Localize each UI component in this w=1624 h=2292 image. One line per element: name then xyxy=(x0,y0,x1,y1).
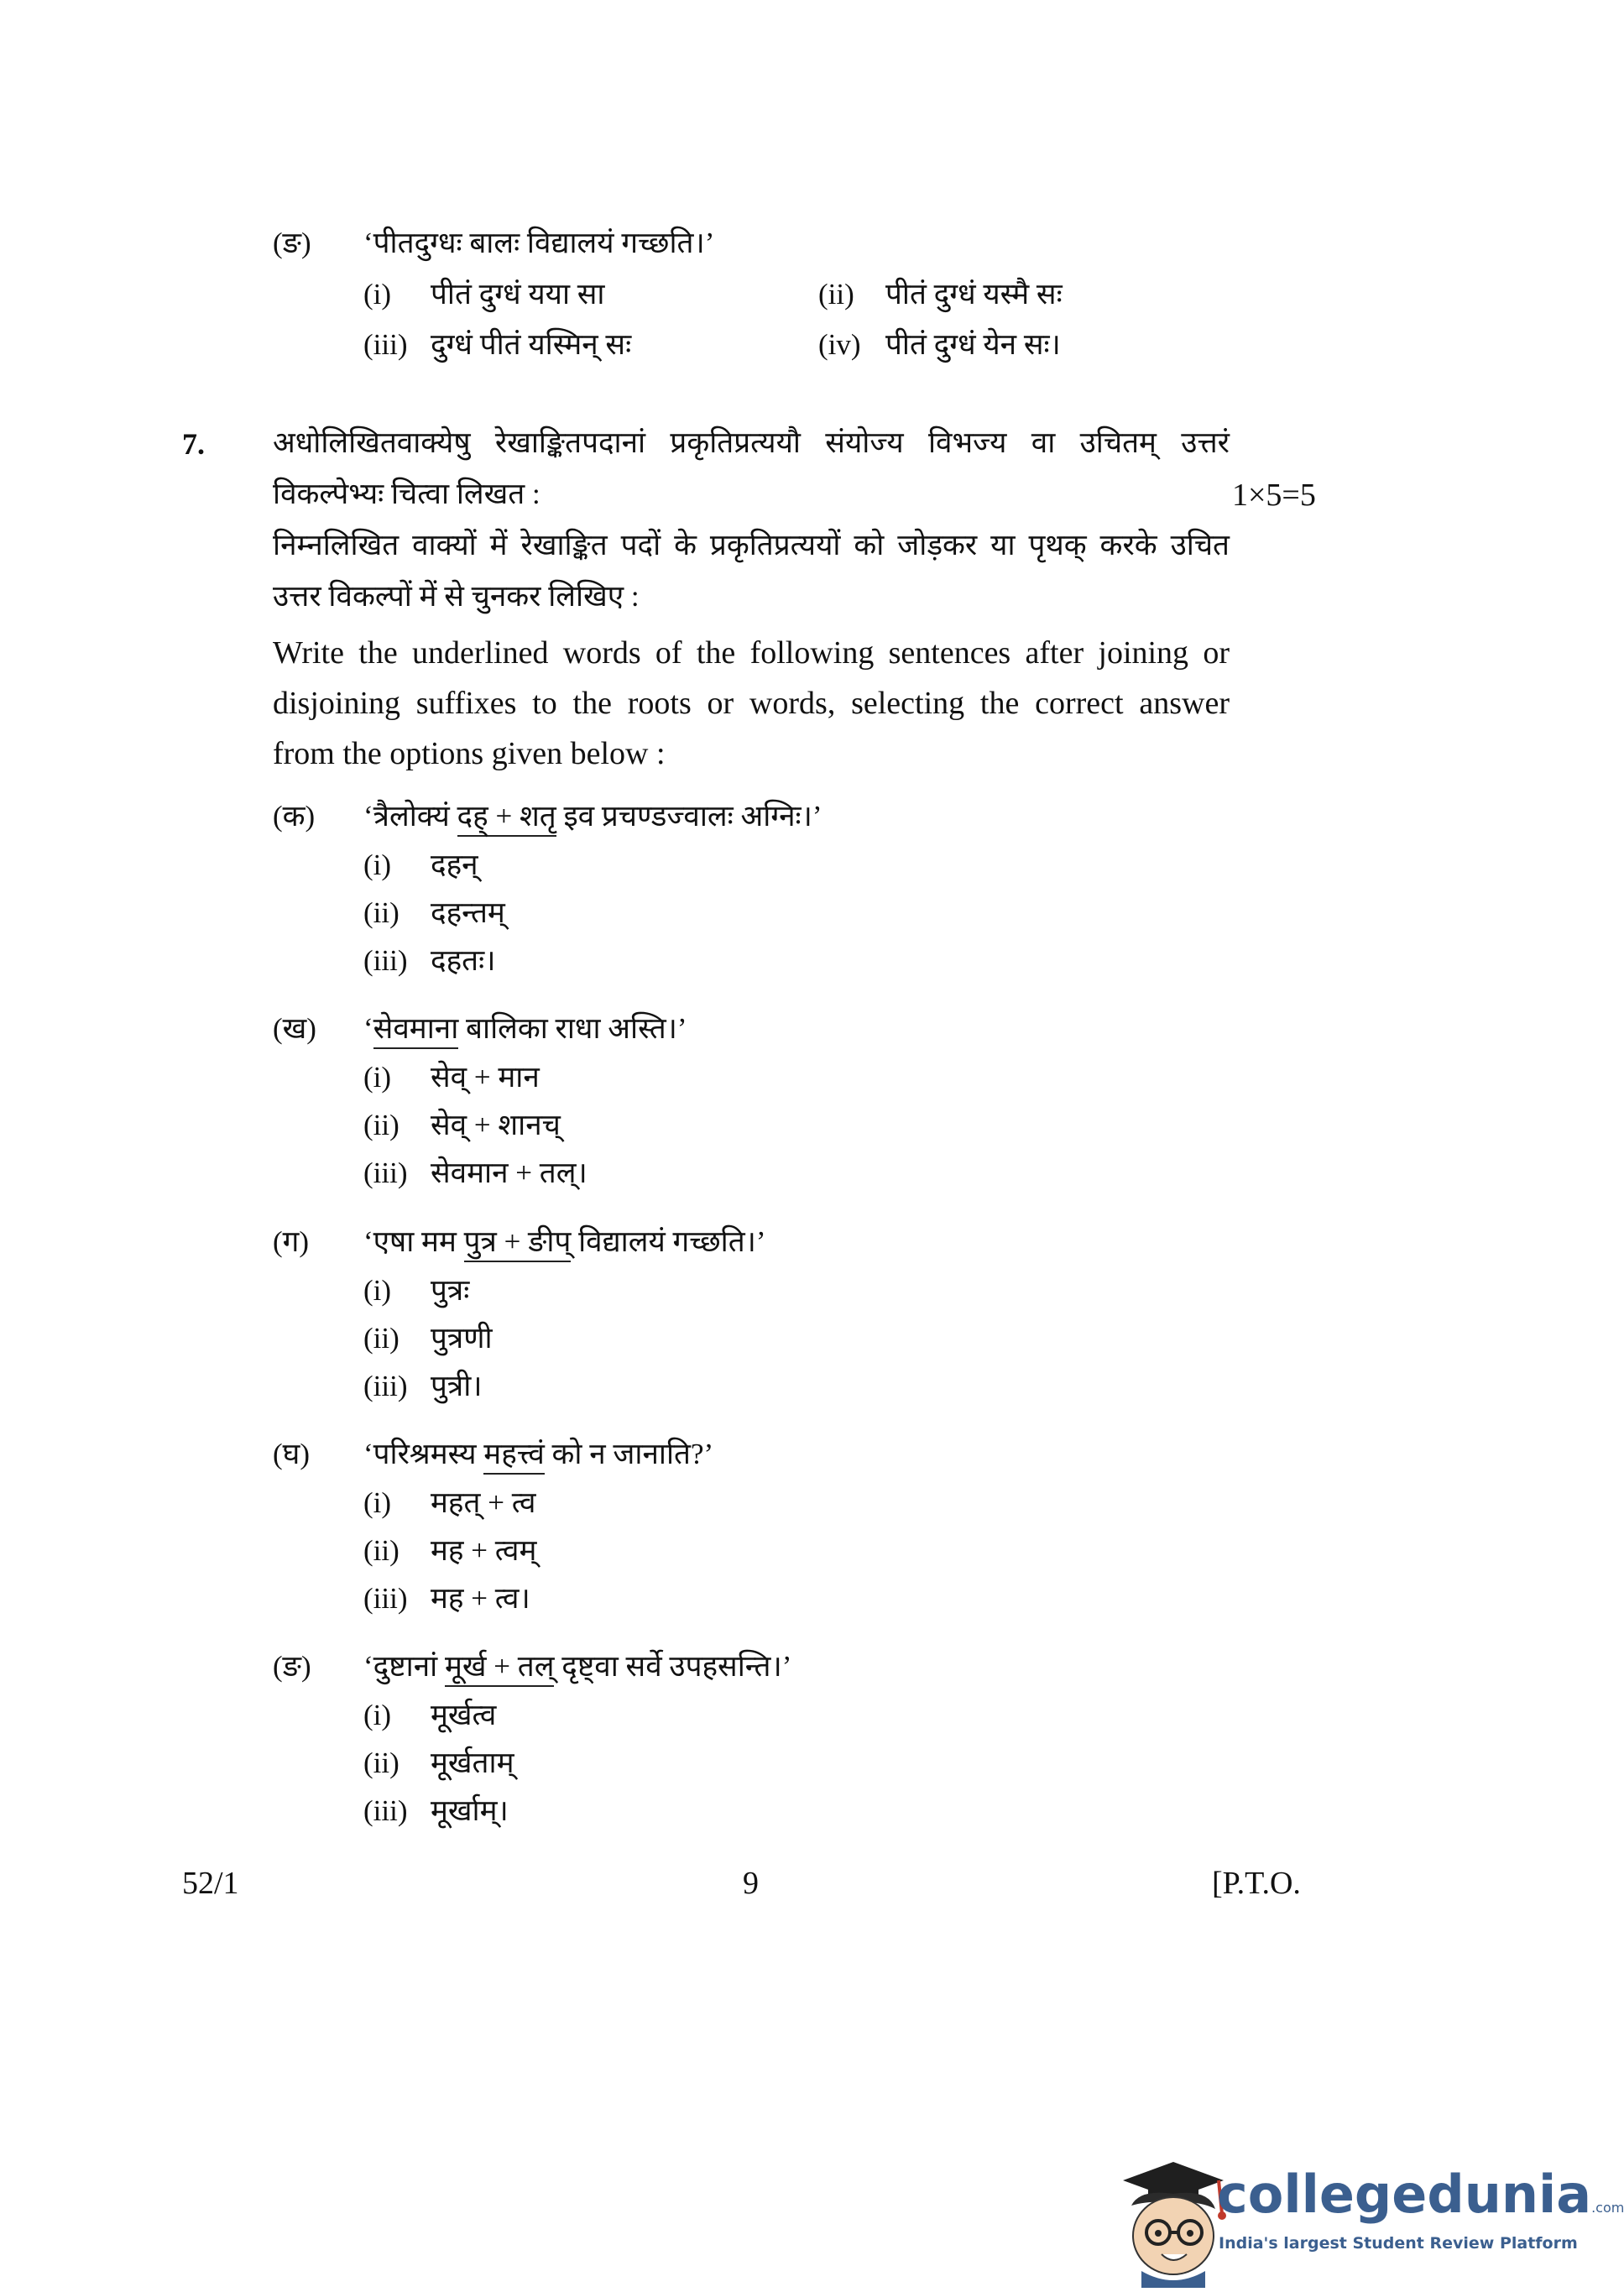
option-text: सेव् + मान xyxy=(431,1061,540,1094)
underlined-word: पुत्र + ङीप् xyxy=(464,1224,572,1262)
option-marker: (i) xyxy=(363,848,392,881)
q7-english-line2: disjoining suffixes to the roots or words, selecting the correct answer xyxy=(273,686,1230,721)
part-nga-option-1 xyxy=(363,1694,496,1736)
option-marker: (iii) xyxy=(363,1582,408,1615)
option-marker: (iii) xyxy=(363,1156,408,1189)
part-gha-sentence xyxy=(363,1433,713,1475)
q7-hindi-line2: उत्तर विकल्पों में से चुनकर लिखिए : xyxy=(273,580,640,613)
part-nga-marker: (ङ) xyxy=(273,1650,311,1683)
option-marker: (iv) xyxy=(818,328,861,361)
option-text: दुग्धं पीतं यस्मिन् सः xyxy=(431,328,632,361)
part-ga-option-3 xyxy=(363,1365,483,1407)
q6e-option-1 xyxy=(363,274,604,316)
option-marker: (ii) xyxy=(363,896,399,929)
part-ka-option-1 xyxy=(363,844,478,886)
logo-wordmark xyxy=(1217,2164,1624,2225)
part-kha-option-3 xyxy=(363,1152,587,1194)
option-text: मह + त्व। xyxy=(431,1582,530,1615)
sentence-pre: ‘परिश्रमस्य xyxy=(363,1438,484,1470)
option-marker: (iii) xyxy=(363,328,408,361)
part-nga-option-3 xyxy=(363,1790,509,1832)
q6e-marker: (ङ) xyxy=(273,227,311,259)
marks-allocation: 1×5=5 xyxy=(1232,478,1316,513)
option-text: मह + त्वम् xyxy=(431,1534,537,1567)
option-text: पीतं दुग्धं यया सा xyxy=(431,278,605,311)
option-text: महत् + त्व xyxy=(431,1486,536,1519)
part-ga-option-2 xyxy=(363,1318,493,1360)
part-kha-option-2 xyxy=(363,1104,561,1146)
part-ga-sentence xyxy=(363,1221,766,1263)
part-kha-marker: (ख) xyxy=(273,1012,316,1045)
question-number: 7. xyxy=(182,427,205,461)
q6e-option-4 xyxy=(818,324,1061,366)
part-gha-marker: (घ) xyxy=(273,1438,310,1470)
q6e-sentence: ‘पीतदुग्धः बालः विद्यालयं गच्छति।’ xyxy=(363,227,715,259)
sentence-post: इव प्रचण्डज्वालः अग्निः।’ xyxy=(556,800,822,833)
option-text: मूर्खताम् xyxy=(431,1746,514,1779)
option-marker: (i) xyxy=(363,1699,392,1731)
sentence-pre: ‘दुष्टानां xyxy=(363,1650,445,1683)
please-turn-over: [P.T.O. xyxy=(1212,1866,1301,1901)
part-ka-sentence xyxy=(363,796,822,838)
option-marker: (ii) xyxy=(363,1534,399,1567)
logo-name: collegedunia xyxy=(1217,2164,1592,2225)
logo-suffix: .com xyxy=(1591,2200,1624,2216)
part-gha-option-3 xyxy=(363,1578,530,1620)
sentence-pre: ‘त्रैलोक्यं xyxy=(363,800,457,833)
option-text: दहन्तम् xyxy=(431,896,505,929)
part-nga-sentence xyxy=(363,1646,791,1688)
part-gha-option-2 xyxy=(363,1530,536,1572)
underlined-word: मूर्ख + तल् xyxy=(445,1648,554,1687)
page-number: 9 xyxy=(743,1866,759,1901)
option-text: सेव् + शानच् xyxy=(431,1109,561,1141)
underlined-word: महत्त्वं xyxy=(483,1436,545,1475)
q7-hindi-line1: निम्नलिखित वाक्यों में रेखाङ्कित पदों के प्रकृतिप्रत्ययों को जोड़कर या पृथक् करके उचित xyxy=(273,529,1230,561)
q7-sanskrit-line2: विकल्पेभ्यः चित्वा लिखत : xyxy=(273,478,540,510)
option-text: मूर्खत्व xyxy=(431,1699,497,1731)
option-marker: (i) xyxy=(363,278,392,311)
q7-sanskrit-line1: अधोलिखितवाक्येषु रेखाङ्कितपदानां प्रकृतिप्रत्ययौ संयोज्य विभज्य वा उचितम् उत्तरं xyxy=(273,426,1230,459)
q6e-option-2 xyxy=(818,274,1063,316)
part-kha-sentence xyxy=(363,1008,687,1050)
option-text: पुत्री। xyxy=(431,1370,483,1402)
mascot-icon xyxy=(1106,2155,1232,2288)
q6e-option-3 xyxy=(363,324,631,366)
sentence-post: दृष्ट्वा सर्वे उपहसन्ति।’ xyxy=(554,1650,792,1683)
part-kha-option-1 xyxy=(363,1057,540,1099)
part-nga-option-2 xyxy=(363,1742,514,1784)
sentence-post: बालिका राधा अस्ति।’ xyxy=(458,1012,687,1045)
sentence-post: को न जानाति?’ xyxy=(544,1438,714,1470)
logo-tagline: India's largest Student Review Platform xyxy=(1219,2234,1578,2253)
option-marker: (iii) xyxy=(363,1370,408,1402)
part-gha-option-1 xyxy=(363,1482,535,1524)
q7-english-line3: from the options given below : xyxy=(273,736,666,771)
option-marker: (ii) xyxy=(363,1746,399,1779)
part-ga-marker: (ग) xyxy=(273,1225,310,1258)
option-text: दहतः। xyxy=(431,944,496,977)
option-text: पुत्रणी xyxy=(431,1322,493,1355)
sentence-pre: ‘ xyxy=(363,1012,373,1045)
part-ga-option-1 xyxy=(363,1270,469,1312)
q7-english-line1: Write the underlined words of the following sentences after joining or xyxy=(273,635,1230,671)
option-text: पीतं दुग्धं यस्मै सः xyxy=(885,278,1063,311)
option-marker: (i) xyxy=(363,1486,392,1519)
part-ka-marker: (क) xyxy=(273,800,316,833)
underlined-word: दह् + शतृ xyxy=(457,798,556,837)
option-marker: (iii) xyxy=(363,1794,408,1827)
option-marker: (i) xyxy=(363,1061,392,1094)
underlined-word: सेवमाना xyxy=(373,1010,459,1049)
sentence-pre: ‘एषा मम xyxy=(363,1225,464,1258)
part-ka-option-2 xyxy=(363,892,505,934)
paper-code: 52/1 xyxy=(182,1866,239,1901)
option-text: मूर्खाम्। xyxy=(431,1794,509,1827)
option-marker: (ii) xyxy=(363,1109,399,1141)
option-marker: (i) xyxy=(363,1274,392,1307)
sentence-post: विद्यालयं गच्छति।’ xyxy=(571,1225,766,1258)
option-marker: (ii) xyxy=(818,278,854,311)
option-text: सेवमान + तल्। xyxy=(431,1156,587,1189)
option-text: दहन् xyxy=(431,848,478,881)
option-text: पुत्रः xyxy=(431,1274,470,1307)
option-text: पीतं दुग्धं येन सः। xyxy=(885,328,1061,361)
part-ka-option-3 xyxy=(363,940,495,982)
option-marker: (ii) xyxy=(363,1322,399,1355)
option-marker: (iii) xyxy=(363,944,408,977)
